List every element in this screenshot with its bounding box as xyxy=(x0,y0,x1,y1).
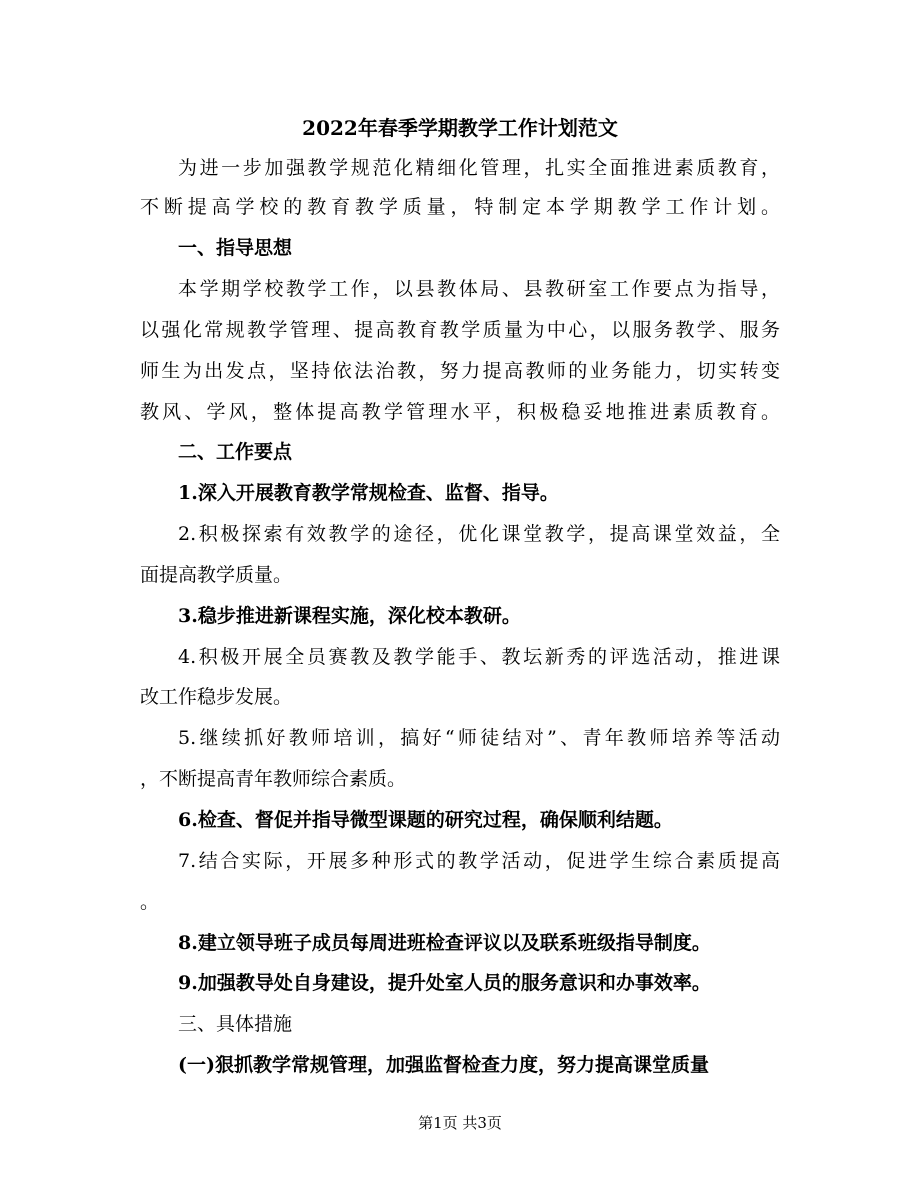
intro-line-2: 不断提高学校的教育教学质量，特制定本学期教学工作计划。 xyxy=(140,196,780,218)
section1-line-4: 教风、学风，整体提高教学管理水平，积极稳妥地推进素质教育。 xyxy=(140,401,780,423)
item-2-line-1: 2.积极探索有效教学的途径，优化课堂教学，提高课堂效益，全 xyxy=(178,523,780,545)
item-5-line-2: ，不断提高青年教师综合素质。 xyxy=(140,768,407,790)
section1-heading: 一、指导思想 xyxy=(178,237,293,259)
item-9: 9.加强教导处自身建设，提升处室人员的服务意识和办事效率。 xyxy=(178,972,711,994)
item-4-line-2: 改工作稳步发展。 xyxy=(140,686,293,708)
page-number-footer: 第1页 共3页 xyxy=(418,1114,502,1132)
section1-line-1: 本学期学校教学工作，以县教体局、县教研室工作要点为指导， xyxy=(178,278,780,300)
item-4-line-1: 4.积极开展全员赛教及教学能手、教坛新秀的评选活动，推进课 xyxy=(178,646,780,668)
intro-line-1: 为进一步加强教学规范化精细化管理，扎实全面推进素质教育， xyxy=(178,157,780,179)
item-8: 8.建立领导班子成员每周进班检查评议以及联系班级指导制度。 xyxy=(178,932,711,954)
item-1: 1.深入开展教育教学常规检查、监督、指导。 xyxy=(178,482,559,504)
item-2-line-2: 面提高教学质量。 xyxy=(140,564,293,586)
item-6: 6.检查、督促并指导微型课题的研究过程，确保顺利结题。 xyxy=(178,809,673,831)
sub-heading-1: (一)狠抓教学常规管理，加强监督检查力度，努力提高课堂质量 xyxy=(178,1054,709,1076)
document-title: 2022年春季学期教学工作计划范文 xyxy=(302,116,618,140)
item-5-line-1: 5.继续抓好教师培训，搞好“师徒结对”、青年教师培养等活动 xyxy=(178,727,780,749)
item-3: 3.稳步推进新课程实施，深化校本教研。 xyxy=(178,605,521,627)
item-7-line-1: 7.结合实际，开展多种形式的教学活动，促进学生综合素质提高 xyxy=(178,850,780,872)
section1-line-3: 师生为出发点，坚持依法治教，努力提高教师的业务能力，切实转变 xyxy=(140,360,780,382)
section1-line-2: 以强化常规教学管理、提高教育教学质量为中心，以服务教学、服务 xyxy=(140,319,780,341)
section3-heading: 三、具体措施 xyxy=(178,1013,293,1035)
item-7-line-2: 。 xyxy=(140,891,160,913)
section2-heading: 二、工作要点 xyxy=(178,441,293,463)
